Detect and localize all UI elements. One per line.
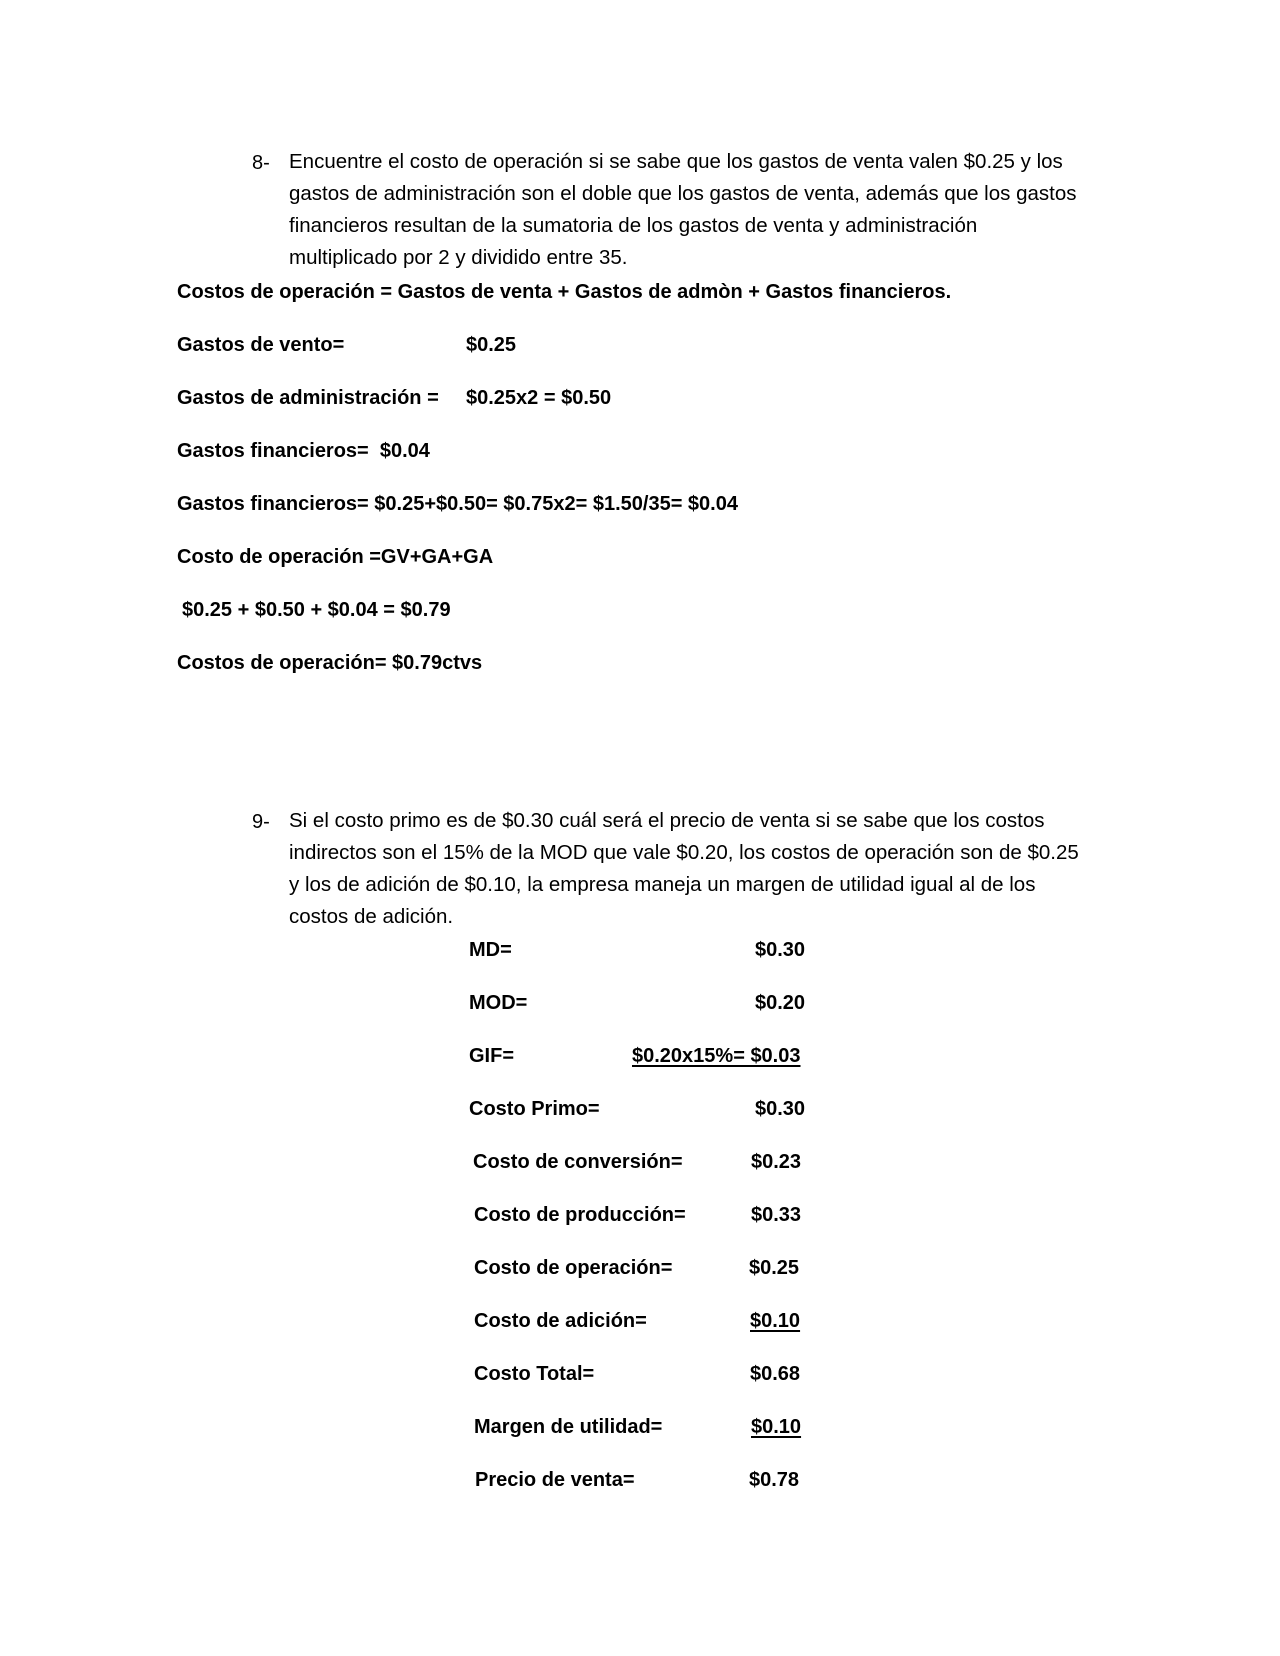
sale-price-value: $0.78: [749, 1469, 800, 1491]
statement-line: y los de adición de $0.10, la empresa maneja un margen de utilidad igual al de los: [289, 873, 1036, 896]
admin-expense-value: $0.25x2 = $0.50: [466, 387, 612, 409]
operation-cost-value: $0.25: [749, 1257, 800, 1279]
conversion-cost-label: Costo de conversión=: [473, 1151, 683, 1173]
prime-cost-label: Costo Primo=: [469, 1098, 600, 1120]
md-value: $0.30: [755, 939, 806, 961]
total-cost-value: $0.68: [750, 1363, 801, 1385]
operation-cost-formula: Costos de operación = Gastos de venta + Gastos de admòn + Gastos financieros.: [177, 281, 952, 303]
statement-line: multiplicado por 2 y dividido entre 35.: [289, 246, 628, 269]
sale-price-label: Precio de venta=: [475, 1469, 635, 1491]
profit-margin-value: $0.10: [751, 1416, 802, 1438]
statement-line: Encuentre el costo de operación si se sabe que los gastos de venta valen $0.25 y los: [289, 150, 1063, 173]
prime-cost-value: $0.30: [755, 1098, 806, 1120]
profit-margin-label: Margen de utilidad=: [474, 1416, 663, 1438]
addition-cost-label: Costo de adición=: [474, 1310, 647, 1332]
financial-expense-line: Gastos financieros= $0.04: [177, 440, 430, 462]
production-cost-value: $0.33: [751, 1204, 802, 1226]
problem-8-statement: [289, 146, 1076, 274]
gif-value: $0.20x15%= $0.03: [632, 1045, 801, 1067]
production-cost-label: Costo de producción=: [474, 1204, 686, 1226]
operation-cost-equation: Costo de operación =GV+GA+GA: [177, 546, 494, 568]
problem-8-number: 8-: [252, 152, 270, 174]
statement-line: Si el costo primo es de $0.30 cuál será el precio de venta si se sabe que los costos: [289, 809, 1045, 832]
operation-cost-result: Costos de operación= $0.79ctvs: [177, 652, 483, 674]
mod-label: MOD=: [469, 992, 528, 1014]
sum-line: $0.25 + $0.50 + $0.04 = $0.79: [182, 599, 451, 621]
md-label: MD=: [469, 939, 512, 961]
statement-line: gastos de administración son el doble que los gastos de venta, además que los gastos: [289, 182, 1077, 205]
admin-expense-label: Gastos de administración =: [177, 387, 439, 409]
statement-line: financieros resultan de la sumatoria de los gastos de venta y administración: [289, 214, 978, 237]
gif-label: GIF=: [469, 1045, 515, 1067]
sales-expense-label: Gastos de vento=: [177, 334, 345, 356]
statement-line: indirectos son el 15% de la MOD que vale $0.20, los costos de operación son de $0.25: [289, 841, 1079, 864]
financial-expense-calculation: Gastos financieros= $0.25+$0.50= $0.75x2= $1.50/35= $0.04: [177, 493, 738, 515]
problem-9-statement: [289, 805, 1079, 933]
conversion-cost-value: $0.23: [751, 1151, 802, 1173]
total-cost-label: Costo Total=: [474, 1363, 595, 1385]
addition-cost-value: $0.10: [750, 1310, 801, 1332]
mod-value: $0.20: [755, 992, 806, 1014]
sales-expense-value: $0.25: [466, 334, 517, 356]
problem-9-number: 9-: [252, 811, 270, 833]
operation-cost-label: Costo de operación=: [474, 1257, 673, 1279]
statement-line: costos de adición.: [289, 905, 454, 928]
